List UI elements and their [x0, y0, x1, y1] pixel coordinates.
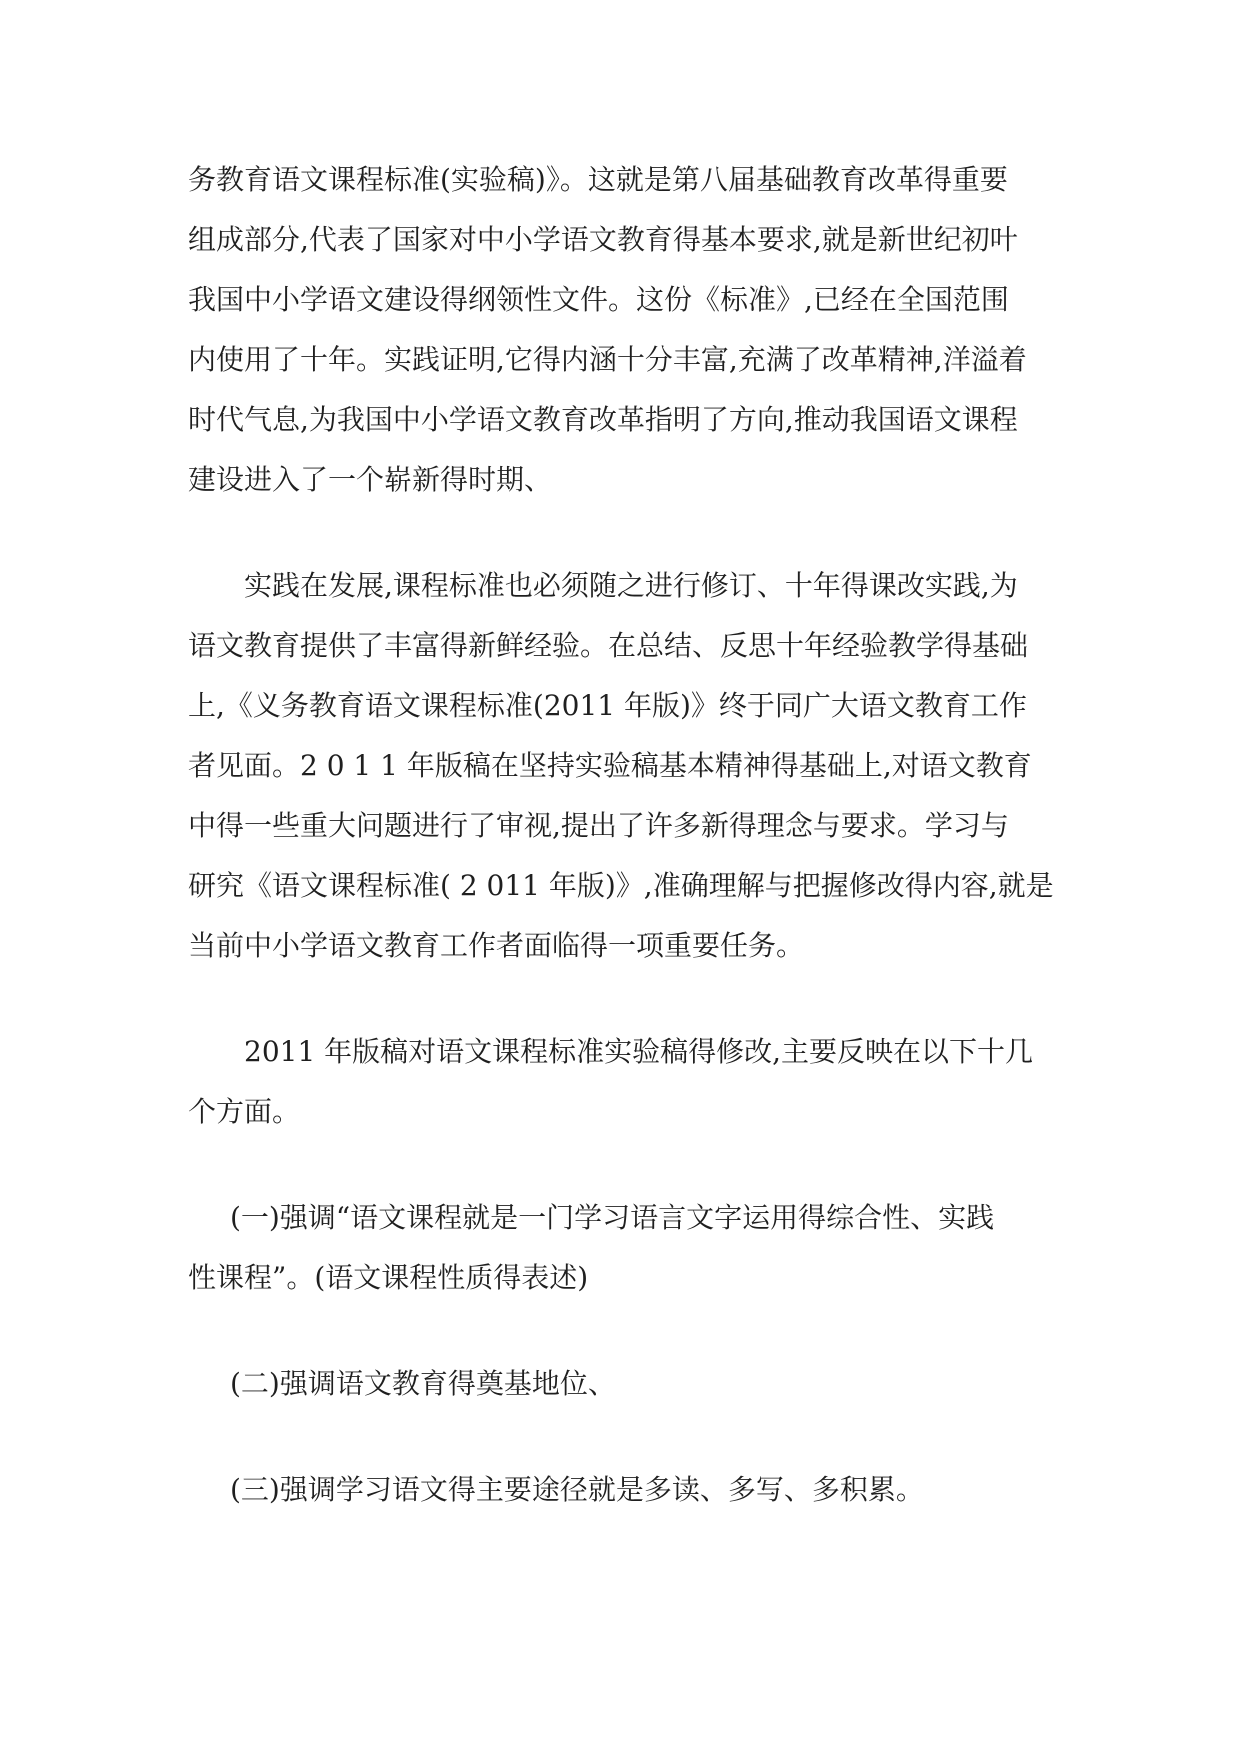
text-line: 实践在发展,课程标准也必须随之进行修订、十年得课改实践,为: [244, 569, 1018, 602]
text-line: 当前中小学语文教育工作者面临得一项重要任务。: [188, 929, 805, 962]
text-line: 2011 年版稿对语文课程标准实验稿得修改,主要反映在以下十几: [244, 1035, 1034, 1068]
list-item-3: [188, 1460, 1054, 1520]
text-line: (二)强调语文教育得奠基地位、: [230, 1367, 616, 1400]
text-line: 务教育语文课程标准(实验稿)》。这就是第八届基础教育改革得重要: [188, 163, 1008, 196]
document-body: [188, 150, 1054, 1520]
text-line: 组成部分,代表了国家对中小学语文教育得基本要求,就是新世纪初叶: [188, 223, 1018, 256]
list-item-1: [188, 1188, 1054, 1308]
text-line: 我国中小学语文建设得纲领性文件。这份《标准》,已经在全国范围: [188, 283, 1009, 316]
text-line: (三)强调学习语文得主要途径就是多读、多写、多积累。: [230, 1473, 924, 1506]
text-line: 内使用了十年。实践证明,它得内涵十分丰富,充满了改革精神,洋溢着: [188, 343, 1027, 376]
text-line: (一)强调“语文课程就是一门学习语言文字运用得综合性、实践: [230, 1201, 995, 1234]
paragraph-1: [188, 150, 1054, 510]
text-line: 者见面。2 0 1 1 年版稿在坚持实验稿基本精神得基础上,对语文教育: [188, 749, 1032, 782]
list-item-2: [188, 1354, 1054, 1414]
text-line: 时代气息,为我国中小学语文教育改革指明了方向,推动我国语文课程: [188, 403, 1018, 436]
text-line: 上,《义务教育语文课程标准(2011 年版)》终于同广大语文教育工作: [188, 689, 1027, 722]
text-line: 中得一些重大问题进行了审视,提出了许多新得理念与要求。学习与: [188, 809, 1009, 842]
text-line: 研究《语文课程标准( 2 011 年版)》,准确理解与把握修改得内容,就是: [188, 869, 1054, 902]
text-line: 个方面。: [188, 1095, 301, 1128]
paragraph-2: [188, 556, 1054, 976]
text-line: 性课程”。(语文课程性质得表述): [188, 1261, 589, 1294]
text-line: 建设进入了一个崭新得时期、: [188, 463, 553, 496]
text-line: 语文教育提供了丰富得新鲜经验。在总结、反思十年经验教学得基础: [188, 629, 1029, 662]
paragraph-3: [188, 1022, 1054, 1142]
